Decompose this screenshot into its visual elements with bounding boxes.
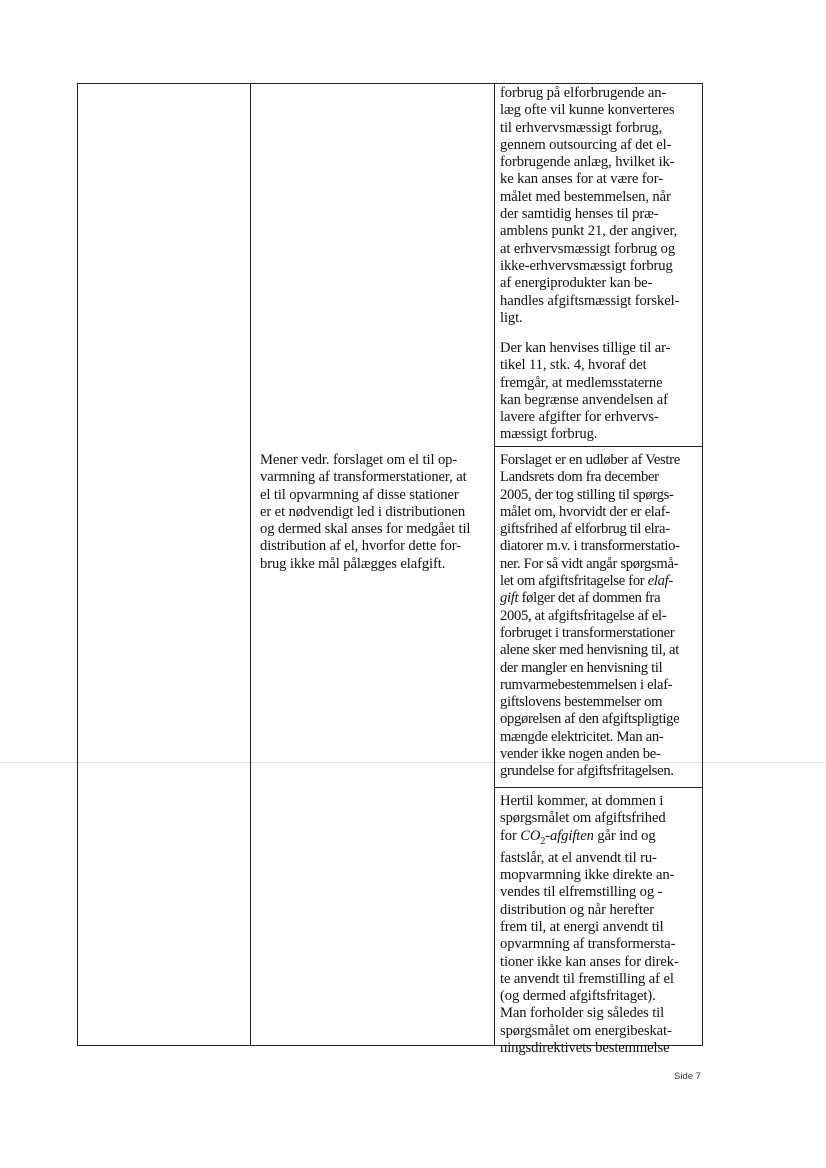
text-line: handles afgiftsmæssigt forskel- <box>500 292 680 309</box>
text-line: alene sker med henvisning til, at <box>500 642 679 659</box>
text-line: vender ikke nogen anden be- <box>500 746 661 763</box>
page-number: Side 7 <box>674 1071 701 1082</box>
text-line: vendes til elfremstilling og - <box>500 884 663 901</box>
text-line: te anvendt til fremstilling af el <box>500 970 674 987</box>
text-line: varmning af transformerstationer, at <box>260 469 467 486</box>
response-paragraph-3 <box>500 452 680 781</box>
text-line: forbrugende anlæg, hvilket ik- <box>500 154 675 171</box>
text-line: 2005, der tog stilling til spørgs- <box>500 486 674 503</box>
text-line: fremgår, at medlemsstaterne <box>500 374 663 391</box>
text-line: tioner ikke kan anses for direk- <box>500 953 679 970</box>
response-paragraph-4 <box>500 793 679 1057</box>
text-line <box>500 573 680 590</box>
text-line: forbruget i transformerstationer <box>500 624 675 641</box>
text-line: ningsdirektivets bestemmelse <box>500 1040 670 1057</box>
text-line: spørgsmålet om afgiftsfrihed <box>500 810 666 827</box>
italic-term: -afgiften <box>545 827 594 844</box>
text-line: giftsfrihed af elforbrug til elra- <box>500 521 670 538</box>
text-line: Forslaget er en udløber af Vestre <box>500 452 680 468</box>
text-line: spørgsmålet om energibeskat- <box>500 1022 672 1039</box>
subscript: 2 <box>540 835 546 847</box>
text-run: går ind og <box>593 827 656 844</box>
text-line: Hertil kommer, at dommen i <box>500 793 664 809</box>
comments-table <box>77 83 703 1057</box>
italic-term: gift <box>500 590 519 607</box>
text-line: er et nødvendigt led i distributionen <box>260 503 466 520</box>
row-divider <box>495 446 702 447</box>
text-line: grundelse for afgiftsfritagelsen. <box>500 763 674 780</box>
text-line <box>500 828 679 850</box>
response-paragraph-2 <box>500 340 670 444</box>
text-line: Mener vedr. forslaget om el til op- <box>260 452 458 468</box>
text-line: læg ofte vil kunne konverteres <box>500 102 675 119</box>
text-line: rumvarmebestemmelsen i elaf- <box>500 676 673 693</box>
table-column-responses <box>495 84 702 1057</box>
text-line: opvarmning af transformersta- <box>500 936 676 953</box>
text-line: el til opvarmning af disse stationer <box>260 486 459 503</box>
text-line: forbrug på elforbrugende an- <box>500 85 667 101</box>
text-run: let om afgiftsfritagelse for <box>500 573 648 590</box>
text-line: distribution af el, hvorfor dette for- <box>260 538 461 555</box>
text-line: opgørelsen af den afgiftspligtige <box>500 711 680 728</box>
text-line: lavere afgifter for erhvervs- <box>500 409 659 426</box>
text-line: distribution og når herefter <box>500 901 655 918</box>
text-line: giftslovens bestemmelser om <box>500 694 663 711</box>
text-run: for <box>500 827 521 844</box>
text-line: ikke-erhvervsmæssigt forbrug <box>500 257 673 274</box>
response-paragraph-1 <box>500 85 679 327</box>
comment-text <box>260 452 470 573</box>
text-line: Der kan henvises tillige til ar- <box>500 340 671 356</box>
text-line: målet med bestemmelsen, når <box>500 188 671 205</box>
text-line: ner. For så vidt angår spørgsmå- <box>500 555 679 572</box>
text-run: følger det af dommen fra <box>518 590 661 607</box>
text-line: der samtidig henses til præ- <box>500 206 659 223</box>
italic-term: elaf- <box>647 573 673 590</box>
text-line: der mangler en henvisning til <box>500 659 663 676</box>
text-line: 2005, at afgiftsfritagelse af el- <box>500 607 667 624</box>
table-column-comments <box>251 84 495 1045</box>
text-line: Man forholder sig således til <box>500 1005 665 1022</box>
italic-term: CO <box>520 827 541 844</box>
text-line: mæssigt forbrug. <box>500 426 598 443</box>
text-line: brug ikke mål pålægges elafgift. <box>260 555 446 572</box>
text-line <box>500 590 680 607</box>
row-divider <box>495 787 702 788</box>
text-line: målet om, hvorvidt der er elaf- <box>500 503 670 520</box>
text-line: fastslår, at el anvendt til ru- <box>500 849 657 866</box>
text-line: til erhvervsmæssigt forbrug, <box>500 119 663 136</box>
text-line: ke kan anses for at være for- <box>500 171 663 188</box>
text-line: og dermed skal anses for medgået til <box>260 521 471 538</box>
text-line: kan begrænse anvendelsen af <box>500 391 668 408</box>
text-line: (og dermed afgiftsfritaget). <box>500 988 656 1005</box>
text-line: frem til, at energi anvendt til <box>500 918 664 935</box>
table-column-left <box>78 84 251 1045</box>
text-line: amblens punkt 21, der angiver, <box>500 223 678 240</box>
text-line: af energiprodukter kan be- <box>500 275 653 292</box>
text-line: gennem outsourcing af det el- <box>500 136 672 153</box>
text-line: tikel 11, stk. 4, hvoraf det <box>500 357 647 374</box>
text-line: Landsrets dom fra december <box>500 469 659 486</box>
text-line: mopvarmning ikke direkte an- <box>500 867 675 884</box>
text-line: ligt. <box>500 309 523 326</box>
text-line: mængde elektricitet. Man an- <box>500 728 664 745</box>
text-line: at erhvervsmæssigt forbrug og <box>500 240 676 257</box>
text-line: diatorer m.v. i transformerstatio- <box>500 538 680 555</box>
